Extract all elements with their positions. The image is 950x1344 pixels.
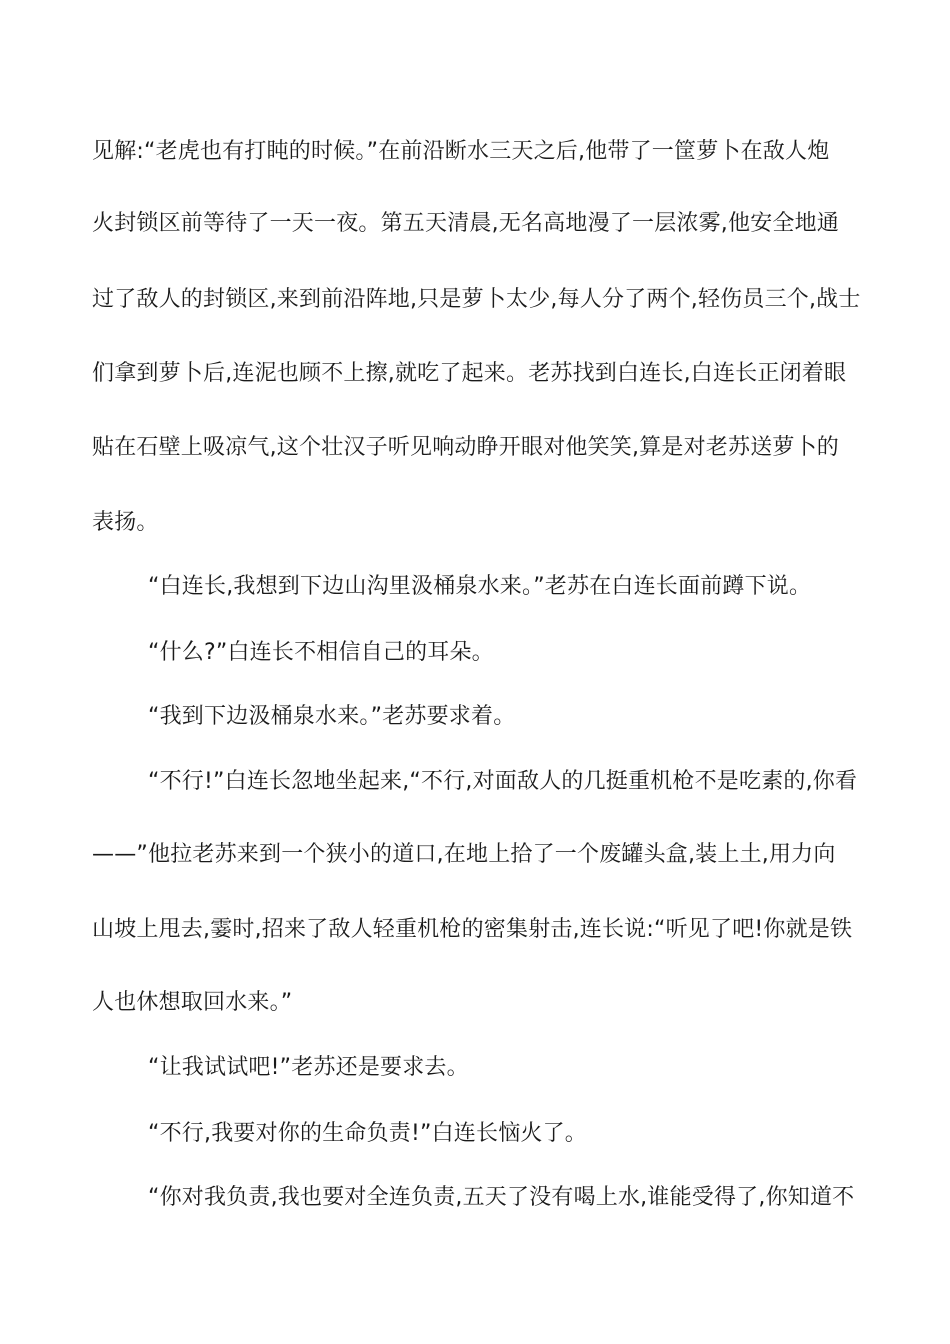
- text-line: “白连长,我想到下边山沟里汲桶泉水来。”老苏在白连长面前蹲下说。: [148, 574, 812, 599]
- text-line: ——”他拉老苏来到一个狭小的道口,在地上拾了一个废罐头盒,装上土,用力向: [92, 842, 836, 867]
- text-line: “不行,我要对你的生命负责!”白连长恼火了。: [148, 1121, 588, 1146]
- text-line: “什么?”白连长不相信自己的耳朵。: [148, 640, 494, 665]
- text-line: 火封锁区前等待了一天一夜。第五天清晨,无名高地漫了一层浓雾,他安全地通: [92, 211, 839, 236]
- text-line: 见解:“老虎也有打盹的时候。”在前沿断水三天之后,他带了一筐萝卜在敌人炮: [92, 139, 830, 164]
- text-line: 们拿到萝卜后,连泥也顾不上擦,就吃了起来。老苏找到白连长,白连长正闭着眼: [92, 361, 847, 386]
- text-line: 表扬。: [92, 510, 159, 535]
- text-line: 山坡上甩去,霎时,招来了敌人轻重机枪的密集射击,连长说:“听见了吧!你就是铁: [92, 917, 853, 942]
- text-line: 人也休想取回水来。”: [92, 990, 293, 1015]
- text-line: “不行!”白连长忽地坐起来,“不行,对面敌人的几挺重机枪不是吃素的,你看: [148, 769, 858, 794]
- text-line: 过了敌人的封锁区,来到前沿阵地,只是萝卜太少,每人分了两个,轻伤员三个,战士: [92, 287, 861, 312]
- text-line: “让我试试吧!”老苏还是要求去。: [148, 1055, 469, 1080]
- text-line: 贴在石壁上吸凉气,这个壮汉子听见响动睁开眼对他笑笑,算是对老苏送萝卜的: [92, 435, 839, 460]
- text-line: “我到下边汲桶泉水来。”老苏要求着。: [148, 704, 516, 729]
- text-line: “你对我负责,我也要对全连负责,五天了没有喝上水,谁能受得了,你知道不: [148, 1185, 855, 1210]
